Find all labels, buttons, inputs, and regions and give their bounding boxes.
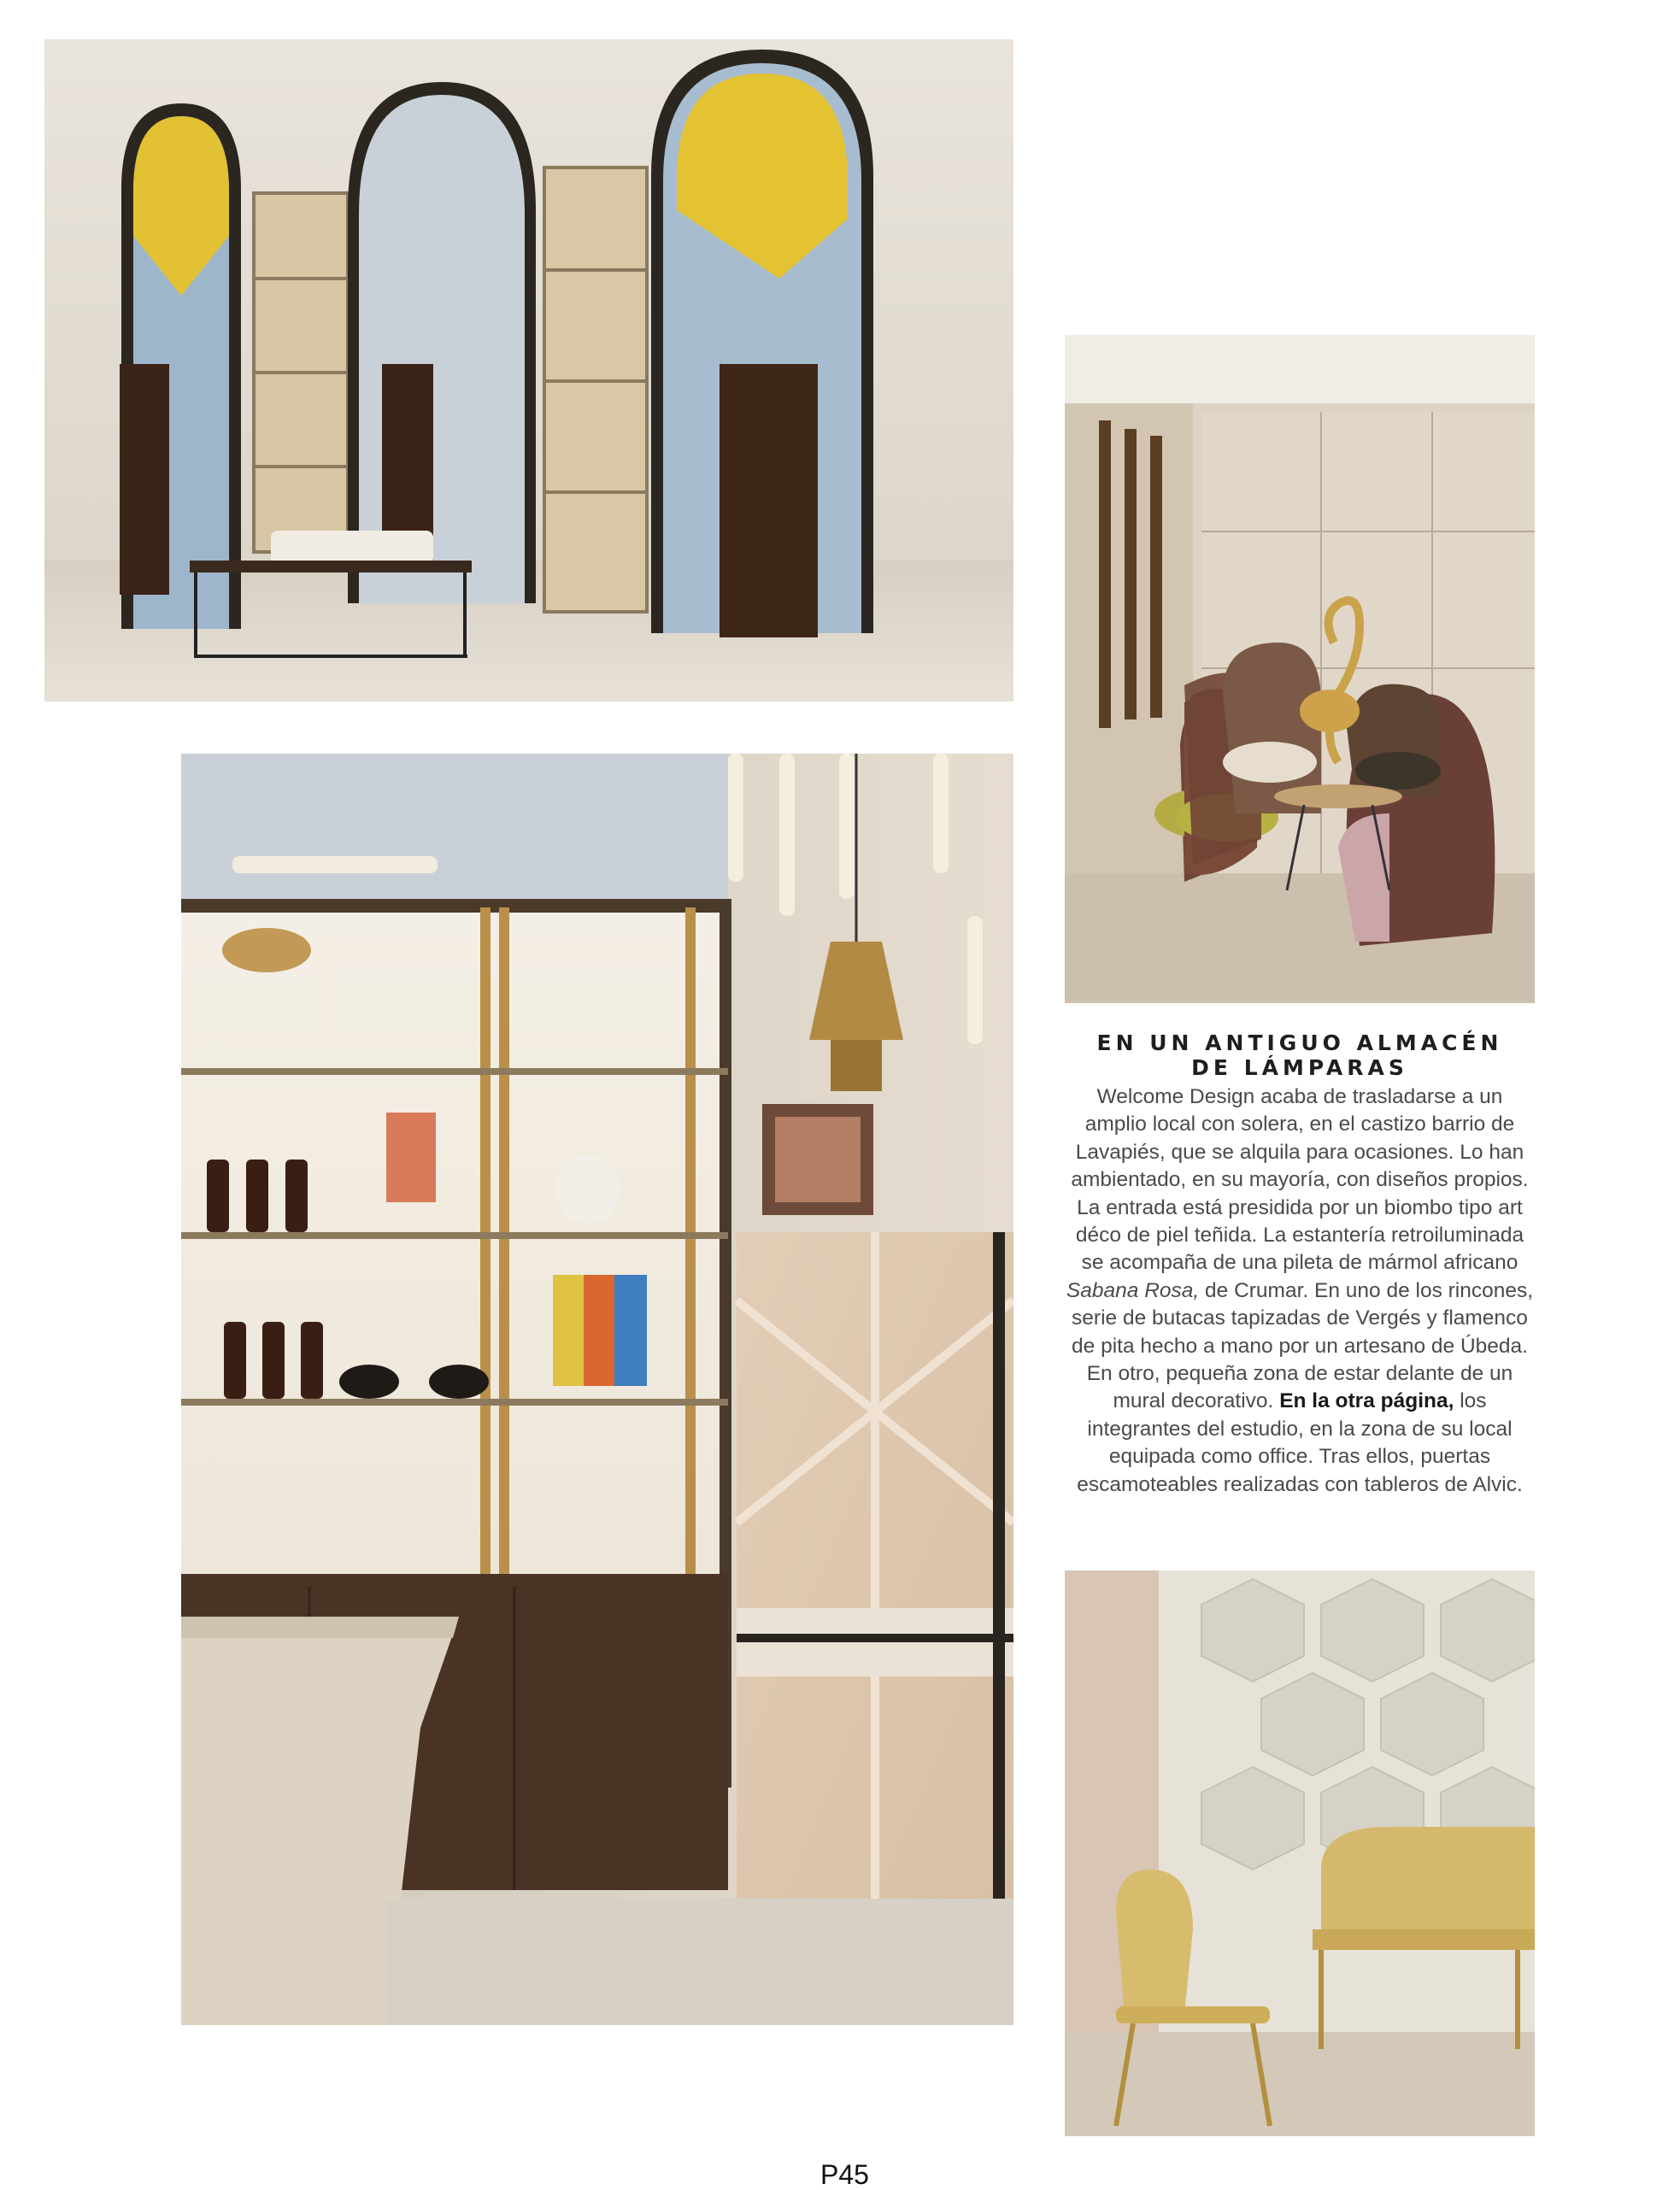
caption-heading	[1065, 1030, 1535, 1080]
page-number: P45	[820, 2159, 869, 2190]
caption-heading-line-2: DE LÁMPARAS	[1191, 1055, 1408, 1080]
photo-armchairs-flamingo	[1065, 335, 1535, 1003]
photo-art-deco-screen	[44, 39, 1013, 702]
caption-body-bold: En la otra página,	[1279, 1389, 1454, 1413]
photo-cane-chairs	[1065, 1571, 1535, 2136]
caption-body	[1065, 1083, 1535, 1499]
article-caption	[1065, 1030, 1535, 1499]
caption-body-italic: Sabana Rosa,	[1066, 1278, 1200, 1302]
caption-body-part-1: Welcome Design acaba de trasladarse a un amplio local con solera, en el castizo barrio de Lavapiés, que se alquila para ocasiones. Lo han ambientado, en su mayoría, con diseños propios. La entrada está presidida por un biombo tipo art déco de piel teñida. La estantería retroiluminada se acompaña de una pileta de mármol africano	[1071, 1085, 1529, 1275]
photo-backlit-shelving	[181, 754, 1013, 2025]
caption-body-part-3: los integrantes del estudio, en la zona de su local equipada como office. Tras ellos, puertas escamoteables realizadas con tableros de Alvic.	[1077, 1389, 1523, 1496]
caption-heading-line-1: EN UN ANTIGUO ALMACÉN	[1096, 1030, 1503, 1055]
caption-body-part-2: de Crumar. En uno de los rincones, serie de butacas tapizadas de Vergés y flamenco de pita hecho a mano por un artesano de Úbeda. En otro, pequeña zona de estar delante de un mural decorativo.	[1072, 1278, 1534, 1413]
